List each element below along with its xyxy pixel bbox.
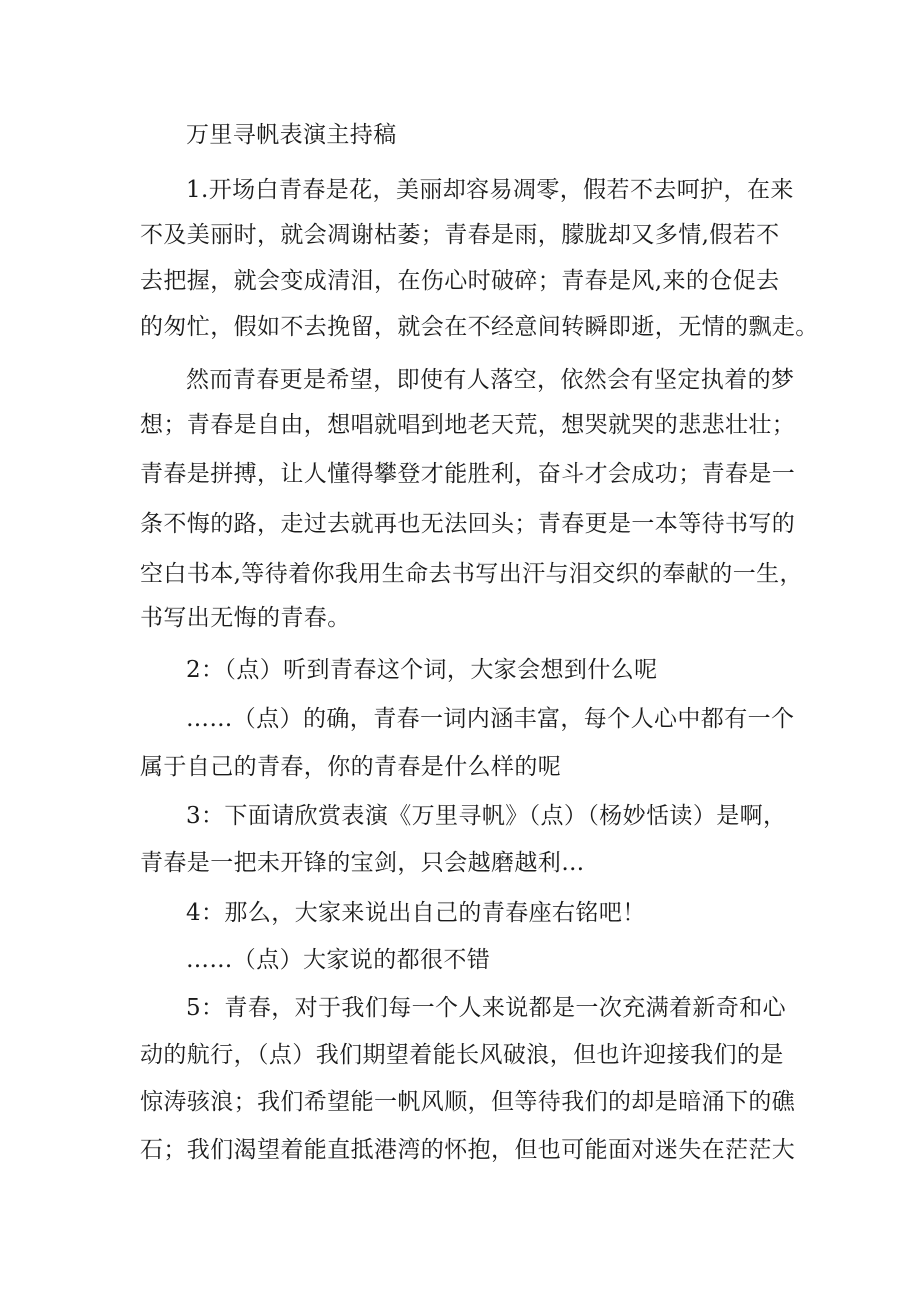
paragraph-line: 书写出无悔的青春。 <box>140 605 351 631</box>
paragraph-line: 属于自己的青春，你的青春是什么样的呢 <box>140 754 562 780</box>
paragraph-line: 动的航行，（点）我们期望着能长风破浪，但也许迎接我们的是 <box>140 1042 784 1068</box>
paragraph-line: 条不悔的路，走过去就再也无法回头；青春更是一本等待书写的 <box>140 511 796 537</box>
paragraph-line: 5：青春，对于我们每一个人来说都是一次充满着新奇和心 <box>186 995 787 1021</box>
paragraph-line: 想；青春是自由，想唱就唱到地老天荒，想哭就哭的悲悲壮壮； <box>140 412 796 438</box>
paragraph-line: ……（点）的确，青春一词内涵丰富，每个人心中都有一个 <box>186 706 795 732</box>
paragraph-line: 1.开场白青春是花，美丽却容易凋零，假若不去呵护，在来 <box>186 177 794 203</box>
paragraph-line: 石；我们渴望着能直抵港湾的怀抱，但也可能面对迷失在茫茫大 <box>140 1137 796 1163</box>
document-title: 万里寻帆表演主持稿 <box>186 122 397 148</box>
paragraph-line: 惊涛骇浪；我们希望能一帆风顺，但等待我们的却是暗涌下的礁 <box>140 1089 796 1115</box>
paragraph-line: 青春是拼搏，让人懂得攀登才能胜利，奋斗才会成功；青春是一 <box>140 461 796 487</box>
paragraph-line: 青春是一把未开锋的宝剑，只会越磨越利… <box>140 850 585 876</box>
paragraph-line: 2：（点）听到青春这个词，大家会想到什么呢 <box>186 657 658 683</box>
paragraph-line: 不及美丽时，就会凋谢枯萎；青春是雨，朦胧却又多情,假若不 <box>140 222 780 248</box>
paragraph-line: ……（点）大家说的都很不错 <box>186 947 491 973</box>
paragraph-line: 去把握，就会变成清泪，在伤心时破碎；青春是风,来的仓促去 <box>140 268 780 294</box>
paragraph-line: 3：下面请欣赏表演《万里寻帆》（点）（杨妙恬读）是啊， <box>186 803 787 829</box>
paragraph-line: 然而青春更是希望，即使有人落空，依然会有坚定执着的梦 <box>186 367 795 393</box>
paragraph-line: 的匆忙，假如不去挽留，就会在不经意间转瞬即逝，无情的飘走。 <box>140 314 819 340</box>
paragraph-line: 4：那么，大家来说出自己的青春座右铭吧！ <box>186 900 646 926</box>
paragraph-line: 空白书本,等待着你我用生命去书写出汗与泪交织的奉献的一生， <box>140 561 803 587</box>
